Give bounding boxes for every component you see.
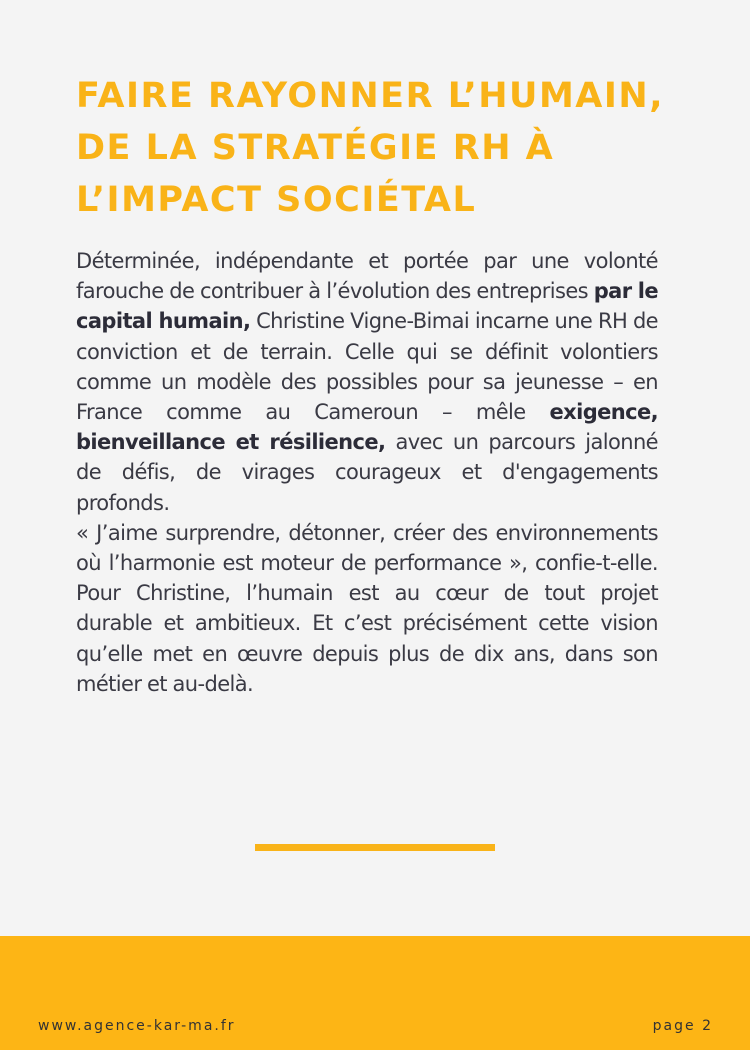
page-title [76, 70, 696, 226]
page-number: page 2 [652, 1018, 713, 1034]
title-line-3: L’IMPACT SOCIÉTAL [76, 180, 477, 220]
paragraph-intro-text-3: avec un parcours jalonné de défis, de virages courageux et d'engagements profonds. [76, 430, 658, 515]
paragraph-quote: « J’aime surprendre, détonner, créer des environnements où l’harmonie est moteur de performance », confie-t-elle. Pour Christine, l’humain est au cœur de tout projet durable et ambitieux. Et c’est précisément cette vision qu’elle met en œuvre depuis plus de dix ans, dans son métier et au-delà. [76, 520, 658, 696]
emphasis-qualities: exigence, bienveillance et résilience, [76, 400, 658, 455]
footer-website-link[interactable]: www.agence-kar-ma.fr [38, 1018, 236, 1034]
paragraph-intro [76, 246, 658, 518]
emphasis-capital-humain: par le capital humain, [76, 279, 659, 334]
section-divider [255, 844, 495, 851]
paragraph-intro-text-2: Christine Vigne-Bimai incarne une RH de conviction et de terrain. Celle qui se définit volontiers comme un modèle des possibles pour sa jeunesse – en France comme au Cameroun – mêle [76, 309, 658, 425]
title-line-2: DE LA STRATÉGIE RH À [76, 128, 555, 168]
article-body [76, 246, 658, 699]
title-line-1: FAIRE RAYONNER L’HUMAIN, [76, 76, 665, 116]
paragraph-intro-text-1: Déterminée, indépendante et portée par une volonté farouche de contribuer à l’évolution des entreprises [76, 249, 658, 304]
